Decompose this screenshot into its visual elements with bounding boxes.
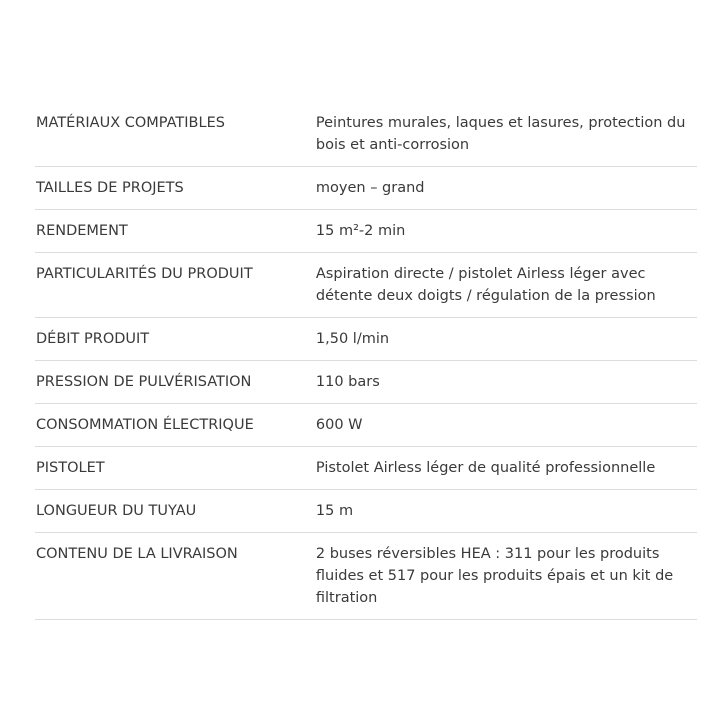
- spec-value: 600 W: [315, 417, 363, 433]
- spec-label: TAILLES DE PROJETS: [36, 180, 184, 196]
- spec-value: 110 bars: [315, 374, 380, 390]
- spec-value: moyen – grand: [315, 180, 425, 196]
- spec-label: PARTICULARITÉS DU PRODUIT: [36, 266, 253, 282]
- spec-row-particularites: [35, 253, 697, 318]
- spec-row-contenu: [35, 533, 697, 620]
- spec-label: PISTOLET: [36, 460, 105, 476]
- spec-value: 2 buses réversibles HEA : 311 pour les produits fluides et 517 pour les produits épais et un kit de filtration: [315, 546, 674, 606]
- spec-value: Aspiration directe / pistolet Airless léger avec détente deux doigts / régulation de la pression: [315, 266, 656, 304]
- spec-row-pression: [35, 361, 697, 404]
- spec-label: MATÉRIAUX COMPATIBLES: [36, 115, 225, 131]
- spec-value: Peintures murales, laques et lasures, protection du bois et anti-corrosion: [315, 115, 686, 153]
- spec-row-rendement: [35, 210, 697, 253]
- spec-value: 1,50 l/min: [315, 331, 390, 347]
- spec-row-consommation: [35, 404, 697, 447]
- spec-label: CONTENU DE LA LIVRAISON: [36, 546, 238, 562]
- spec-row-longueur: [35, 490, 697, 533]
- spec-row-materiaux: [35, 102, 697, 167]
- spec-label: CONSOMMATION ÉLECTRIQUE: [36, 417, 254, 433]
- spec-label: DÉBIT PRODUIT: [36, 331, 150, 347]
- spec-label: RENDEMENT: [36, 223, 128, 239]
- spec-value: 15 m²-2 min: [315, 223, 406, 239]
- spec-value: 15 m: [315, 503, 354, 519]
- spec-label: PRESSION DE PULVÉRISATION: [36, 374, 252, 390]
- spec-row-pistolet: [35, 447, 697, 490]
- spec-label: LONGUEUR DU TUYAU: [36, 503, 197, 519]
- spec-row-tailles: [35, 167, 697, 210]
- spec-row-debit: [35, 318, 697, 361]
- spec-value: Pistolet Airless léger de qualité professionnelle: [315, 460, 656, 476]
- product-specs-table: [35, 102, 697, 620]
